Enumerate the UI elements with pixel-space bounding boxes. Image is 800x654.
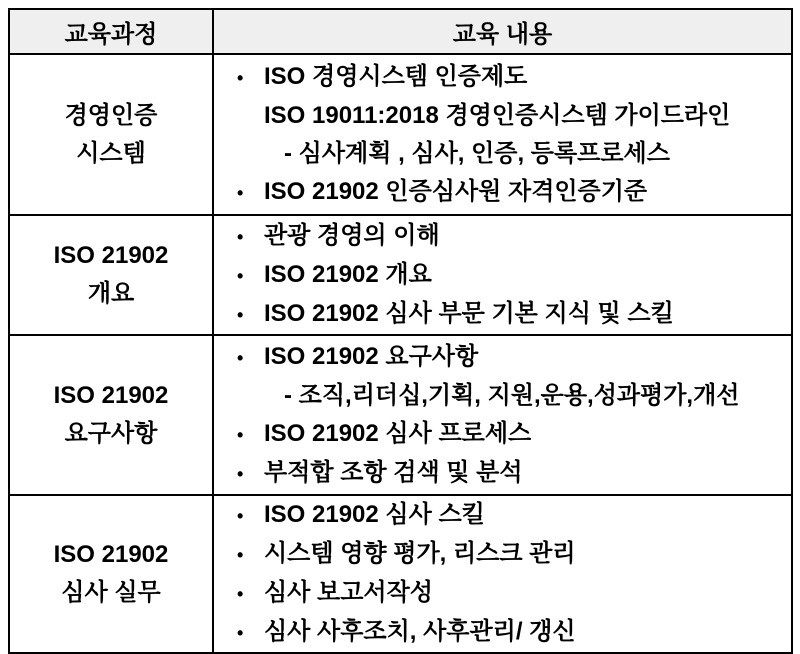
course-name-line: 요구사항 <box>64 420 158 447</box>
content-item-text: - 심사계획 , 심사, 인증, 등록프로세스 <box>284 139 670 167</box>
education-curriculum-table <box>8 8 793 654</box>
content-item-text: 시스템 영향 평가, 리스크 관리 <box>264 540 576 567</box>
bullet-icon: • <box>237 463 244 484</box>
table-header <box>9 9 792 54</box>
table-row <box>9 215 792 335</box>
content-item <box>214 256 791 295</box>
content-item-text: 심사 보고서작성 <box>264 579 433 606</box>
course-cell <box>9 335 213 495</box>
course-cell <box>9 54 213 215</box>
content-item <box>214 496 791 535</box>
course-cell <box>9 215 213 335</box>
content-item-text: ISO 21902 심사 프로세스 <box>264 419 532 447</box>
content-item <box>214 97 791 135</box>
content-item-text: ISO 19011:2018 경영인증시스템 가이드라인 <box>264 101 731 129</box>
content-item-text: - 조직,리더십,기획, 지원,운용,성과평가,개선 <box>284 381 740 409</box>
content-item <box>214 415 791 454</box>
bullet-icon: • <box>237 226 244 247</box>
header-content-column: 교육 내용 <box>213 9 792 54</box>
content-item <box>214 574 791 613</box>
content-cell <box>213 495 792 653</box>
course-cell <box>9 495 213 653</box>
content-item <box>214 217 791 256</box>
bullet-icon: • <box>237 304 244 325</box>
table-row <box>9 495 792 653</box>
content-item-text: 부적합 조항 검색 및 분석 <box>264 458 523 486</box>
bullet-icon: • <box>237 623 244 643</box>
course-name-line: 경영인증 <box>64 101 158 129</box>
content-item-text: ISO 21902 요구사항 <box>264 342 479 370</box>
content-item <box>214 295 791 334</box>
content-cell <box>213 215 792 335</box>
bullet-icon: • <box>237 182 244 203</box>
content-item <box>214 454 791 493</box>
course-name-line: 개요 <box>87 280 135 307</box>
content-item <box>214 135 791 173</box>
header-course-column: 교육과정 <box>9 9 213 54</box>
bullet-icon: • <box>237 347 244 368</box>
content-item <box>214 535 791 574</box>
bullet-icon: • <box>237 265 244 286</box>
course-name-line: ISO 21902 <box>53 242 169 269</box>
content-item <box>214 613 791 652</box>
header-row <box>9 9 792 54</box>
content-item-text: ISO 경영시스템 인증제도 <box>264 62 528 90</box>
content-item-text: 심사 사후조치, 사후관리/ 갱신 <box>264 618 576 645</box>
content-item <box>214 377 791 415</box>
bullet-icon: • <box>237 545 244 565</box>
content-cell <box>213 54 792 215</box>
course-name-line: ISO 21902 <box>53 382 169 409</box>
content-item <box>214 338 791 377</box>
course-name-line: 시스템 <box>76 139 146 167</box>
content-item <box>214 58 791 97</box>
content-cell <box>213 335 792 495</box>
content-item-text: ISO 21902 심사 부문 기본 지식 및 스킬 <box>264 299 674 327</box>
course-name-line: 심사 실무 <box>61 579 161 606</box>
content-item-text: ISO 21902 심사 스킬 <box>264 501 485 528</box>
content-item-text: 관광 경영의 이해 <box>264 221 440 249</box>
content-item <box>214 173 791 212</box>
table-row <box>9 335 792 495</box>
bullet-icon: • <box>237 506 244 526</box>
course-name-line: ISO 21902 <box>53 541 169 568</box>
bullet-icon: • <box>237 424 244 445</box>
table-body <box>9 54 792 653</box>
content-item-text: ISO 21902 인증심사원 자격인증기준 <box>264 177 648 205</box>
table-row <box>9 54 792 215</box>
bullet-icon: • <box>237 584 244 604</box>
content-item-text: ISO 21902 개요 <box>264 260 432 288</box>
bullet-icon: • <box>237 67 244 88</box>
